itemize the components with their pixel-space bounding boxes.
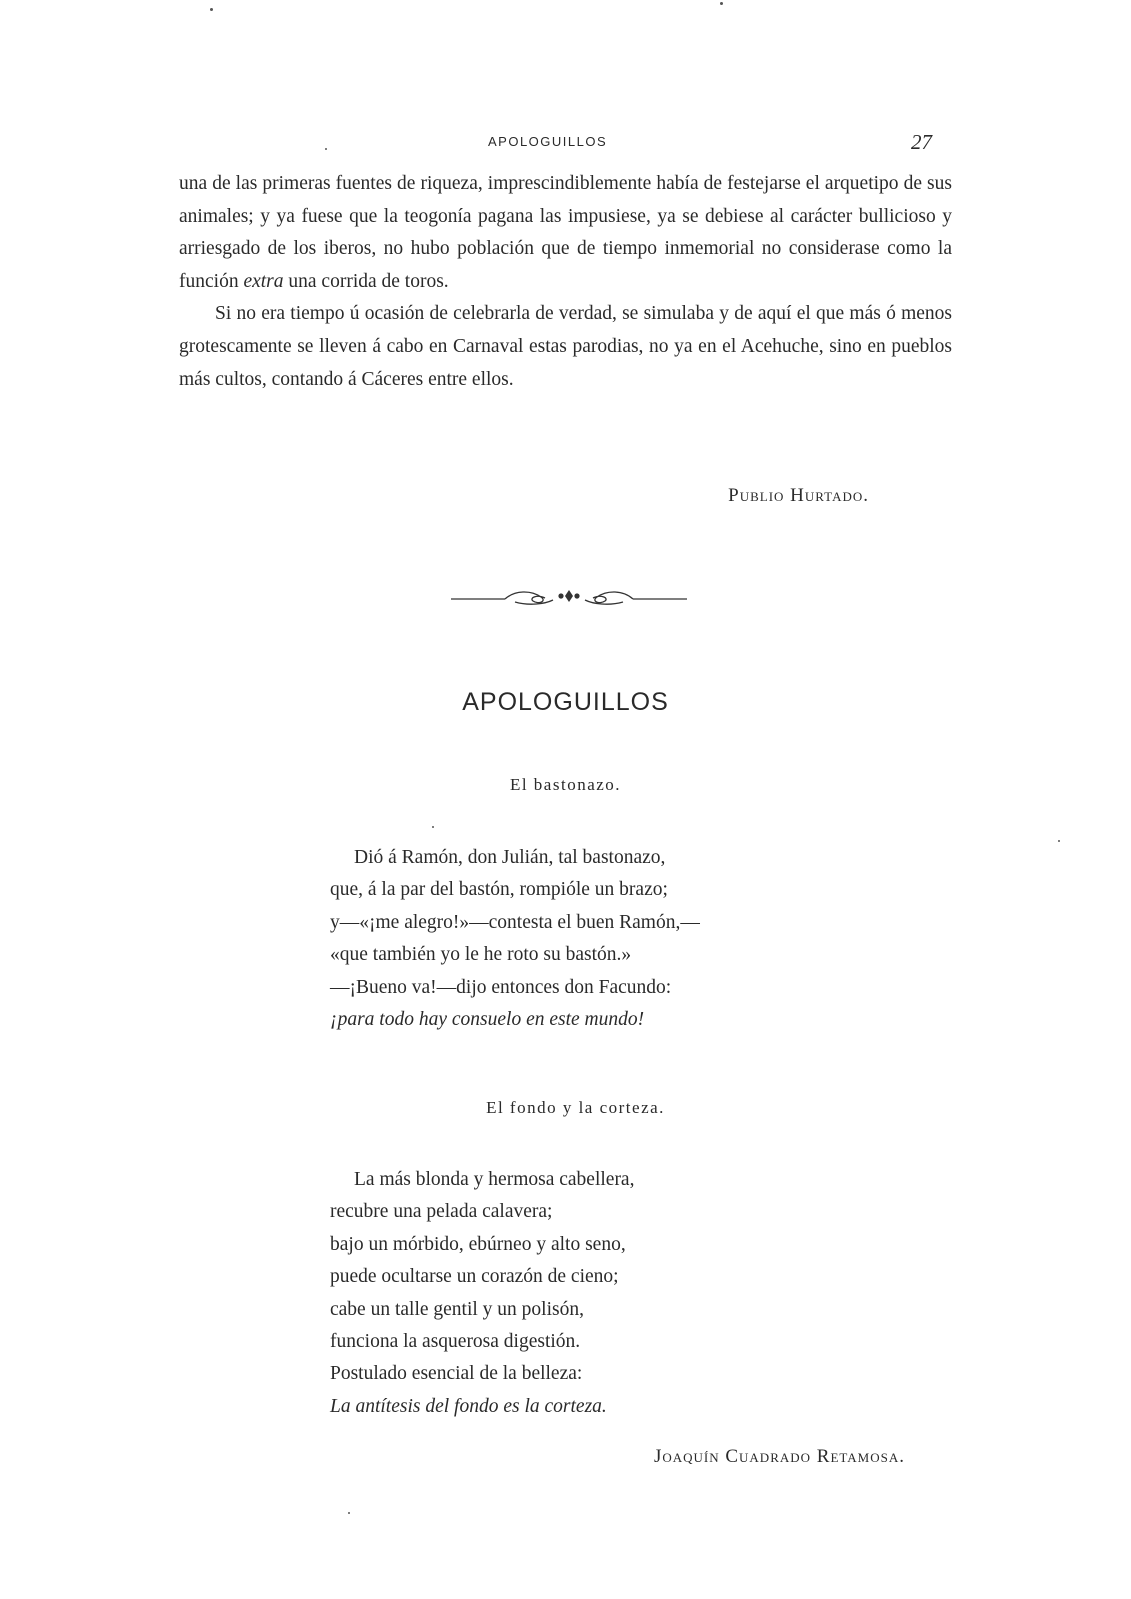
prose-paragraph-1 [179,168,952,298]
poem-line: funciona la asquerosa digestión. [330,1331,581,1353]
prose-paragraph-1-text: una de las primeras fuentes de riqueza, imprescindiblemente había de festejarse el arquetipo de sus animales; y ya fuese que la teogonía pagana las impusiese, ya se debiese al carácter bullicioso y arriesgado de los iberos, no hubo población que de tiempo inmemorial no considerase como la función [179,173,952,292]
scan-speck [432,826,434,828]
scan-speck [720,2,723,5]
poem-line: «que también yo le he roto su bastón.» [330,944,632,966]
prose-block [179,168,952,396]
scan-speck [325,148,327,150]
poem-line: Postulado esencial de la belleza: [330,1363,583,1385]
author-signature-2: Joaquín Cuadrado Retamosa. [653,1446,905,1467]
page-number: 27 [911,130,932,154]
scan-speck [210,8,213,11]
running-header [176,130,942,160]
prose-paragraph-2: Si no era tiempo ú ocasión de celebrarla de verdad, se simulaba y de aquí el que más ó menos grotescamente se lleven á cabo en Carnaval estas parodias, no ya en el Acehuche, sino en pueblos más cultos, contando á Cáceres entre ellos. [179,303,952,390]
poem-1-title: El bastonazo. [509,775,622,794]
scan-speck [1058,840,1060,842]
poem-line: y—«¡me alegro!»—contesta el buen Ramón,— [330,911,700,933]
author-signature-1: Publio Hurtado. [728,485,869,506]
poem-line: que, á la par del bastón, rompióle un brazo; [330,879,668,901]
scan-speck [348,1512,350,1514]
running-title: APOLOGUILLOS [488,134,608,149]
poem-line: La más blonda y hermosa cabellera, [354,1169,635,1190]
poem-1 [330,842,850,1036]
poem-line: cabe un talle gentil y un polisón, [330,1298,584,1320]
poem-2-title: El fondo y la corteza. [486,1098,665,1117]
poem-line: —¡Bueno va!—dijo entonces don Facundo: [330,976,672,998]
ornament-divider [449,584,689,608]
prose-italic-word: extra [243,270,284,292]
poem-line: bajo un mórbido, ebúrneo y alto seno, [330,1233,626,1255]
poem-line: puede ocultarse un corazón de cieno; [330,1266,619,1288]
poem-2 [330,1164,850,1423]
poem-line: recubre una pelada calavera; [330,1201,553,1223]
prose-paragraph-1-end: una corrida de toros. [283,270,449,292]
poem-line: Dió á Ramón, don Julián, tal bastonazo, [354,847,666,868]
poem-line: La antítesis del fondo es la corteza. [330,1395,607,1417]
poem-line: ¡para todo hay consuelo en este mundo! [330,1009,645,1031]
section-title: APOLOGUILLOS [462,688,669,716]
